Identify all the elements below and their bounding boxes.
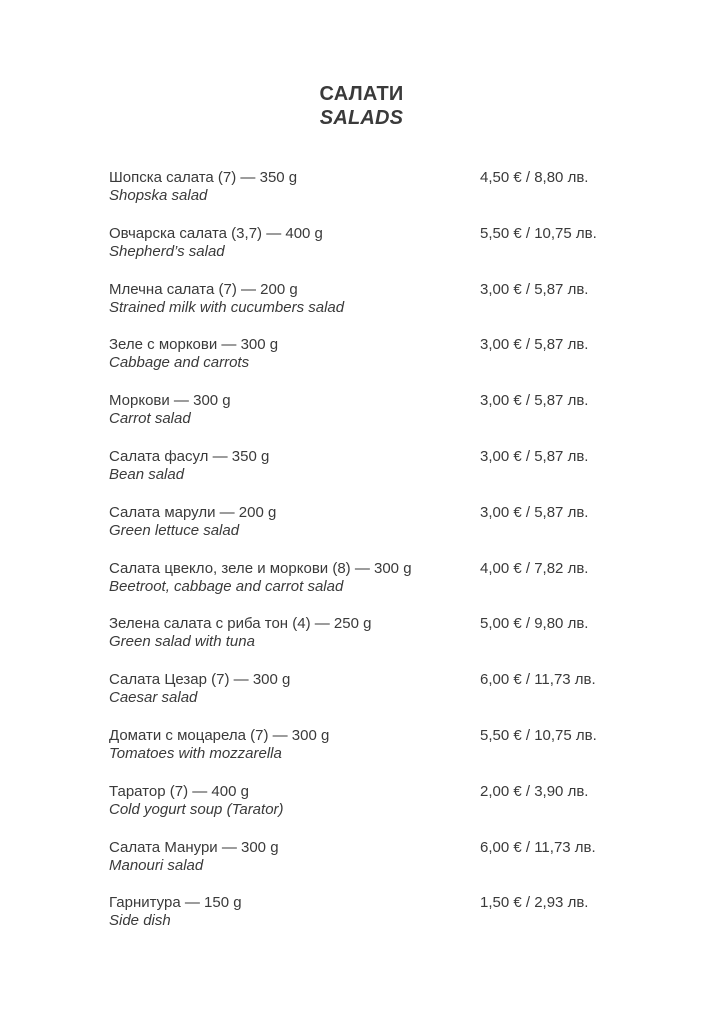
item-name: Салата фасул — 350 g <box>109 447 270 465</box>
item-name: Таратор (7) — 400 g <box>109 782 249 800</box>
menu-item <box>109 559 629 615</box>
item-english-name: Green salad with tuna <box>109 633 255 651</box>
item-english-name: Strained milk with cucumbers salad <box>109 298 345 316</box>
item-english-name: Cold yogurt soup (Tarator) <box>109 800 284 818</box>
item-name: Шопска салата (7) — 350 g <box>109 169 298 186</box>
item-price: 5,50 € / 10,75 лв. <box>480 224 597 242</box>
item-english-name: Carrot salad <box>109 410 191 428</box>
item-english-name: Bean salad <box>109 465 185 483</box>
item-english-name: Manouri salad <box>109 856 204 874</box>
item-price: 2,00 € / 3,90 лв. <box>480 782 589 800</box>
item-price: 1,50 € / 2,93 лв. <box>480 894 589 912</box>
item-name: Зелена салата с риба тон (4) — 250 g <box>109 615 372 633</box>
menu-item <box>109 838 629 894</box>
item-name: Салата марули — 200 g <box>109 503 277 521</box>
menu-item <box>109 168 629 224</box>
menu-item <box>109 614 629 670</box>
item-price: 5,50 € / 10,75 лв. <box>480 726 597 744</box>
menu-item <box>109 391 629 447</box>
title-bulgarian: САЛАТИ <box>319 83 404 105</box>
item-name: Зеле с моркови — 300 g <box>109 336 279 354</box>
item-price: 3,00 € / 5,87 лв. <box>480 503 589 521</box>
menu-item <box>109 335 629 391</box>
menu-item <box>109 893 629 949</box>
item-english-name: Side dish <box>109 912 171 930</box>
item-price: 4,50 € / 8,80 лв. <box>480 169 589 186</box>
item-name: Салата цвекло, зеле и моркови (8) — 300 g <box>109 559 412 577</box>
item-name: Гарнитура — 150 g <box>109 894 242 912</box>
menu-item <box>109 670 629 726</box>
item-english-name: Shopska salad <box>109 187 208 204</box>
menu-item <box>109 726 629 782</box>
item-price: 5,00 € / 9,80 лв. <box>480 615 589 633</box>
menu-item <box>109 447 629 503</box>
menu-item <box>109 503 629 559</box>
item-english-name: Tomatoes with mozzarella <box>109 744 282 762</box>
item-name: Салата Цезар (7) — 300 g <box>109 671 291 689</box>
item-english-name: Shepherd’s salad <box>109 242 225 260</box>
item-price: 3,00 € / 5,87 лв. <box>480 392 589 410</box>
title-english: SALADS <box>319 107 404 129</box>
item-price: 6,00 € / 11,73 лв. <box>480 671 596 689</box>
item-price: 3,00 € / 5,87 лв. <box>480 447 589 465</box>
menu-list <box>109 168 629 949</box>
item-name: Овчарска салата (3,7) — 400 g <box>109 224 323 242</box>
menu-item <box>109 280 629 336</box>
menu-item <box>109 224 629 280</box>
item-price: 3,00 € / 5,87 лв. <box>480 280 589 298</box>
item-price: 6,00 € / 11,73 лв. <box>480 838 596 856</box>
item-price: 3,00 € / 5,87 лв. <box>480 336 589 354</box>
item-english-name: Cabbage and carrots <box>109 354 250 372</box>
item-name: Моркови — 300 g <box>109 392 231 410</box>
item-price: 4,00 € / 7,82 лв. <box>480 559 589 577</box>
item-name: Домати с моцарела (7) — 300 g <box>109 726 330 744</box>
menu-item <box>109 782 629 838</box>
item-name: Салата Манури — 300 g <box>109 838 279 856</box>
item-english-name: Beetroot, cabbage and carrot salad <box>109 577 344 595</box>
page-title <box>0 82 723 130</box>
item-english-name: Caesar salad <box>109 689 198 707</box>
item-english-name: Green lettuce salad <box>109 521 240 539</box>
item-name: Млечна салата (7) — 200 g <box>109 280 298 298</box>
